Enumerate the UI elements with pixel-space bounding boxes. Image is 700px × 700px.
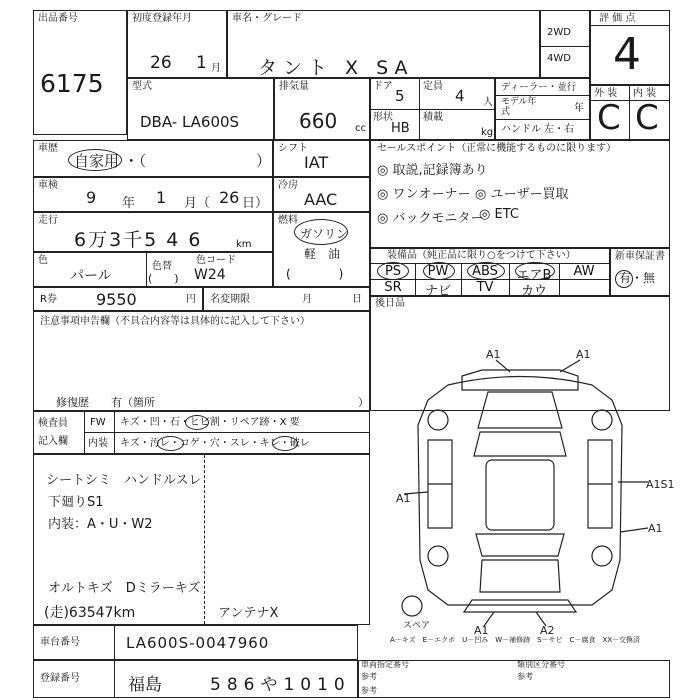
displacement-label: 排気量 (279, 81, 309, 92)
spare-label: スペア (403, 621, 431, 631)
doors-value: 5 (395, 87, 405, 105)
chassis-label: 車台番号 (40, 637, 80, 648)
sales-point-etc: ◎ ETC (479, 207, 519, 222)
damage-label-6: A1 (474, 624, 489, 637)
color-change-label: 色替 (152, 261, 172, 272)
registration-box (33, 660, 358, 698)
damage-label-4: A1S1 (646, 478, 675, 491)
kg-unit: kg (481, 127, 494, 138)
inspector-label-1: 検査員 (38, 418, 68, 429)
month-unit: 月 (211, 63, 221, 74)
shape-value: HB (391, 121, 410, 136)
lot-label: 出品番号 (38, 13, 78, 24)
name-change-month: 月 (302, 294, 312, 305)
load-label: 積載 (423, 112, 443, 123)
capacity-value: 4 (455, 87, 465, 105)
repair-label: 修復歴 有（箇所 (56, 396, 155, 409)
warranty-value: 有・無 (619, 271, 656, 285)
damage-label-7: A2 (540, 624, 555, 637)
history-close: ） (256, 152, 272, 170)
fuel-value: ガソリン (300, 227, 349, 241)
mileage-value: 6万3千5 4 6 (74, 229, 203, 251)
interior-label: 内 装 (633, 88, 657, 99)
color-code-value: W24 (194, 267, 226, 283)
car-name-value: タント X SA (258, 57, 414, 79)
inspector-note-2: 下廻りS1 (48, 495, 104, 510)
history-value: 自家用 ・（ (74, 152, 147, 170)
equip-sr: SR (384, 280, 402, 295)
inspection-day: 26 (219, 188, 240, 207)
damage-label-1: A1 (486, 348, 501, 361)
sales-point-manual: ◎ 取説,記録簿あり (377, 163, 488, 178)
recycle-value: 9550 (96, 290, 137, 309)
class-label: 類別区分番号 (517, 660, 565, 669)
damage-legend: A－キズ E－エクボ U－凹み W－補修跡 S－サビ C－腐食 XX－交換済 (390, 636, 641, 644)
inspector-note-3: 内装：A・U・W2 (48, 517, 153, 532)
first-registration-year: 26 (150, 53, 172, 73)
ac-value: AAC (304, 190, 338, 209)
km-unit: km (236, 239, 252, 250)
equipment-title: 装備品（純正品に限り○をつけて下さい） (387, 250, 576, 261)
sales-points-title: セールスポイント（正常に機能するものに限ります） (377, 143, 617, 154)
registration-number: 586や1010 (210, 675, 351, 695)
mileage-label: 走行 (38, 215, 58, 226)
sales-point-one-owner: ◎ ワンオーナー (377, 187, 471, 202)
fuel-paren: ( ) (286, 267, 344, 281)
interior-value: C (635, 98, 659, 138)
color-change-paren: ( ) (148, 272, 179, 285)
model-year-label: モデル年式 (501, 97, 537, 117)
registration-label: 登録番号 (40, 673, 80, 684)
yen-unit: 円 (186, 294, 196, 305)
grade-label: 評 価 点 (599, 13, 636, 24)
shift-label: シフト (278, 143, 308, 154)
dealer-label: ディーラー・並行 (501, 82, 577, 93)
fuel-label: 燃料 (278, 215, 298, 226)
reference-label-2: 参考 (361, 686, 377, 695)
equip-ps: PS (384, 264, 402, 279)
color-code-label: 色コード (196, 255, 236, 266)
ac-label: 冷房 (278, 180, 298, 191)
doors-label: ドア (373, 81, 393, 92)
post-equipment-label: 後日品 (375, 298, 405, 309)
shift-value: IAT (304, 153, 329, 172)
name-change-day: 日 (352, 294, 362, 305)
registration-place: 福島 (128, 675, 162, 695)
warranty-label: 新車保証書 (615, 251, 665, 262)
lot-number: 6175 (40, 69, 104, 98)
class-reference-label: 参考 (517, 672, 533, 681)
drive-2wd: 2WD (547, 27, 571, 38)
equip-airbag: エアB (516, 268, 552, 283)
inspector-note-5: (走)63547km (44, 605, 136, 621)
designation-box (358, 660, 670, 698)
cc-unit: cc (355, 123, 366, 134)
car-name-label: 車名・グレード (232, 13, 302, 24)
color-label: 色 (38, 255, 48, 266)
model-label: 型式 (132, 81, 152, 92)
inspection-month: 1 (156, 188, 167, 207)
inspection-label: 車検 (38, 180, 58, 191)
inspection-month-unit: 月（ (184, 196, 211, 211)
capacity-label: 定員 (423, 81, 443, 92)
history-label: 車歴 (38, 143, 58, 154)
fuel-light-oil: 軽 油 (304, 247, 341, 261)
notes-label: 注意事項申告欄（不具合内容等は具体的に記入して下さい） (40, 316, 310, 327)
grade-value: 4 (613, 29, 641, 80)
first-registration-label: 初度登録年月 (132, 13, 192, 24)
interior-inspect-label: 内装 (88, 438, 108, 449)
inspection-day-unit: 日） (242, 196, 269, 211)
interior-inspect-items: キズ・汚レ・コゲ・穴・スレ・キレ・破レ (120, 438, 310, 449)
color-value: パール (70, 268, 112, 284)
inspector-label-2: 記入欄 (38, 436, 68, 447)
person-unit: 人 (483, 97, 493, 108)
damage-label-5: A1 (648, 522, 663, 535)
chassis-box (33, 625, 358, 660)
inspector-note-4: オルトキズ Dミラーキズ (48, 581, 201, 596)
inspection-year: 9 (86, 188, 97, 207)
year-unit: 年 (574, 103, 584, 114)
handle-label: ハンドル 左・右 (501, 124, 575, 135)
repair-close: ） (358, 396, 369, 409)
first-registration-month: 1 (196, 53, 207, 73)
reference-label: 参考 (361, 672, 377, 681)
equip-cow: カウ (520, 284, 547, 299)
name-change-label: 名変期限 (210, 294, 250, 305)
sales-point-back-monitor: ◎ バックモニター (377, 211, 484, 226)
damage-label-3: A1 (396, 492, 411, 505)
chassis-value: LA600S-0047960 (126, 634, 270, 652)
designation-label: 車両指定番号 (361, 660, 409, 669)
inspector-note-1: シートシミ ハンドルスレ (46, 473, 202, 488)
damage-label-2: A1 (576, 348, 591, 361)
equip-aw: AW (573, 264, 595, 279)
fw-label: FW (90, 417, 106, 428)
equip-tv: TV (476, 280, 494, 295)
model-value: DBA- LA600S (140, 113, 240, 131)
exterior-label: 外 装 (594, 88, 618, 99)
equip-abs: ABS (472, 264, 498, 279)
equip-navi: ナビ (424, 284, 451, 299)
inspection-year-unit: 年 (122, 196, 136, 211)
exterior-value: C (597, 98, 621, 138)
recycle-label: R券 (40, 294, 57, 305)
inspector-note-6: アンテナX (218, 606, 279, 621)
fw-items: キズ・凹・石・ヒビ割・リペア跡・X 要 (120, 417, 300, 428)
shape-label: 形状 (373, 112, 393, 123)
sales-point-user-buy: ◎ ユーザー買取 (475, 187, 569, 202)
displacement-value: 660 (299, 109, 338, 133)
equip-pw: PW (427, 264, 449, 279)
drive-4wd: 4WD (547, 53, 571, 64)
